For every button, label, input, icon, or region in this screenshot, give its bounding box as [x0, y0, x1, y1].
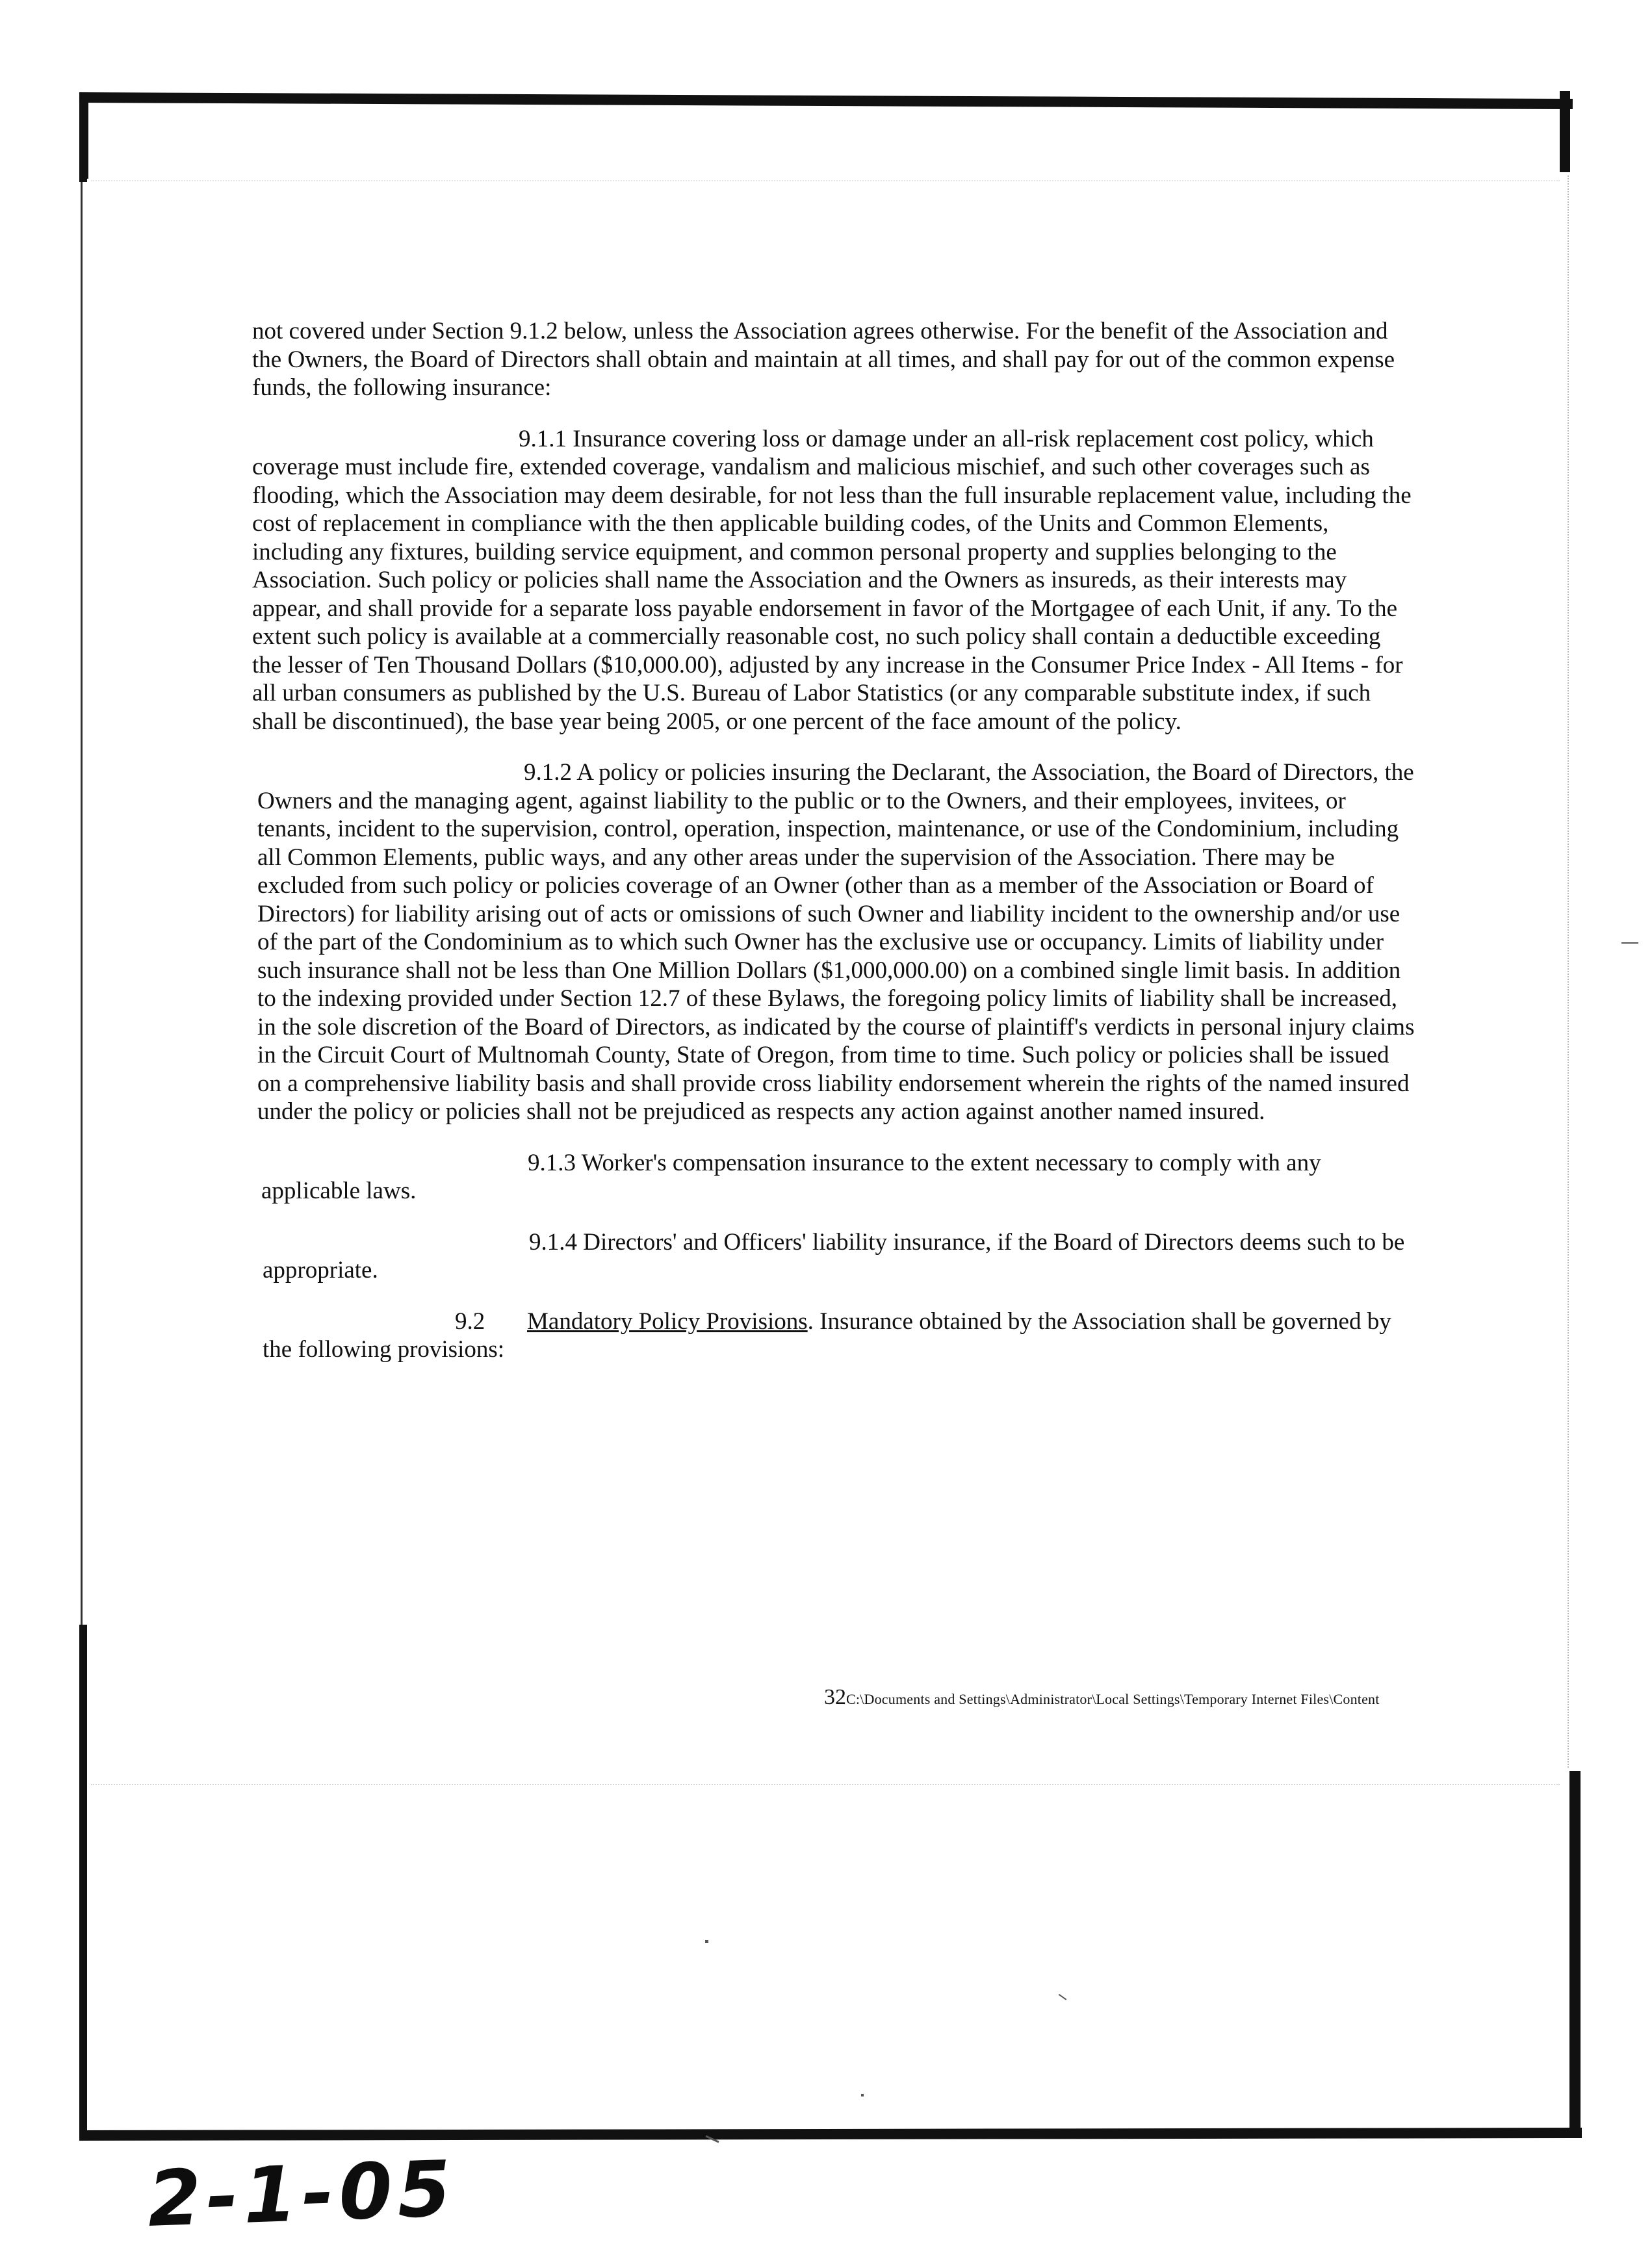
scan-frame-top	[79, 92, 1573, 109]
scan-speck	[1621, 942, 1638, 944]
scan-frame-right-upper	[1560, 91, 1570, 172]
section-9-2-number: 9.2	[455, 1308, 485, 1335]
scan-noise-bottom	[91, 1784, 1560, 1786]
scan-speck	[861, 2094, 864, 2096]
paragraph-9-1-2	[252, 758, 1415, 1126]
section-9-2-text: . Insurance obtained by the Association shall be governed by the following provisions:	[263, 1308, 1391, 1363]
scan-frame-right-lower	[1569, 1771, 1581, 2135]
paragraph-9-2	[252, 1308, 1415, 1364]
handwritten-date: 2-1-05	[146, 2143, 458, 2244]
scan-frame-left-upper	[79, 97, 88, 182]
paragraph-9-1-2-text: 9.1.2 A policy or policies insuring the Declarant, the Association, the Board of Directors, the Owners and the managing agent, against liability to the public or to the Owners, and their employees, invitees, or tenants, incident to the supervision, control, operation, inspection, maintenance, or use of the Condominium, including all Common Elements, public ways, and any other areas under the supervision of the Association. There may be excluded from such policy or policies coverage of an Owner (other than as a member of the Association or Board of Directors) for liability arising out of acts or omissions of such Owner and liability incident to the ownership and/or use of the part of the Condominium as to which such Owner has the exclusive use or occupancy. Limits of liability under such insurance shall not be less than One Million Dollars ($1,000,000.00) on a combined single limit basis. In addition to the indexing provided under Section 12.7 of these Bylaws, the foregoing policy limits of liability shall be increased, in the sole discretion of the Board of Directors, as indicated by the course of plaintiff's verdicts in personal injury claims in the Circuit Court of Multnomah County, State of Oregon, from time to time. Such policy or policies shall be issued on a comprehensive liability basis and shall provide cross liability endorsement wherein the rights of the named insured under the policy or policies shall not be prejudiced as respects any action against another named insured.	[257, 759, 1415, 1125]
page-number: 32	[824, 1685, 846, 1709]
page-edge	[1568, 175, 1570, 1768]
paragraph-9-1-1	[252, 425, 1415, 736]
paragraph-9-1-3	[252, 1149, 1415, 1206]
scan-frame-bottom	[79, 2128, 1582, 2141]
paragraph-intro: not covered under Section 9.1.2 below, unless the Association agrees otherwise. For the benefit of the Association and the Owners, the Board of Directors shall obtain and maintain at all times, and shall pay for out of the common expense funds, the following insurance:	[252, 318, 1395, 401]
scan-speck	[705, 1940, 708, 1943]
paragraph-9-1-4-text: 9.1.4 Directors' and Officers' liability insurance, if the Board of Directors deems such to be appropriate.	[263, 1228, 1405, 1283]
scan-frame-left-lower	[79, 1625, 87, 2138]
section-9-2-heading: Mandatory Policy Provisions	[527, 1308, 808, 1335]
scan-noise-top	[91, 180, 1560, 183]
page-footer	[824, 1685, 1571, 1710]
paragraph-9-1-3-text: 9.1.3 Worker's compensation insurance to the extent necessary to comply with any applicable laws.	[261, 1149, 1321, 1204]
scan-frame-left-thin	[81, 182, 83, 1625]
file-path: C:\Documents and Settings\Administrator\Local Settings\Temporary Internet Files\Content	[846, 1691, 1380, 1707]
scan-speck	[1059, 1994, 1067, 2000]
document-body	[252, 317, 1415, 1364]
paragraph-9-1-1-text: 9.1.1 Insurance covering loss or damage under an all-risk replacement cost policy, which coverage must include fire, extended coverage, vandalism and malicious mischief, and such other coverages such as flooding, which the Association may deem desirable, for not less than the full insurable replacement value, including the cost of replacement in compliance with the then applicable building codes, of the Units and Common Elements, including any fixtures, building service equipment, and common personal property and supplies belonging to the Association. Such policy or policies shall name the Association and the Owners as insureds, as their interests may appear, and shall provide for a separate loss payable endorsement in favor of the Mortgagee of each Unit, if any. To the extent such policy is available at a commercially reasonable cost, no such policy shall contain a deductible exceeding the lesser of Ten Thousand Dollars ($10,000.00), adjusted by any increase in the Consumer Price Index - All Items - for all urban consumers as published by the U.S. Bureau of Labor Statistics (or any comparable substitute index, if such shall be discontinued), the base year being 2005, or one percent of the face amount of the policy.	[252, 425, 1412, 735]
paragraph-9-1-4	[252, 1228, 1415, 1285]
